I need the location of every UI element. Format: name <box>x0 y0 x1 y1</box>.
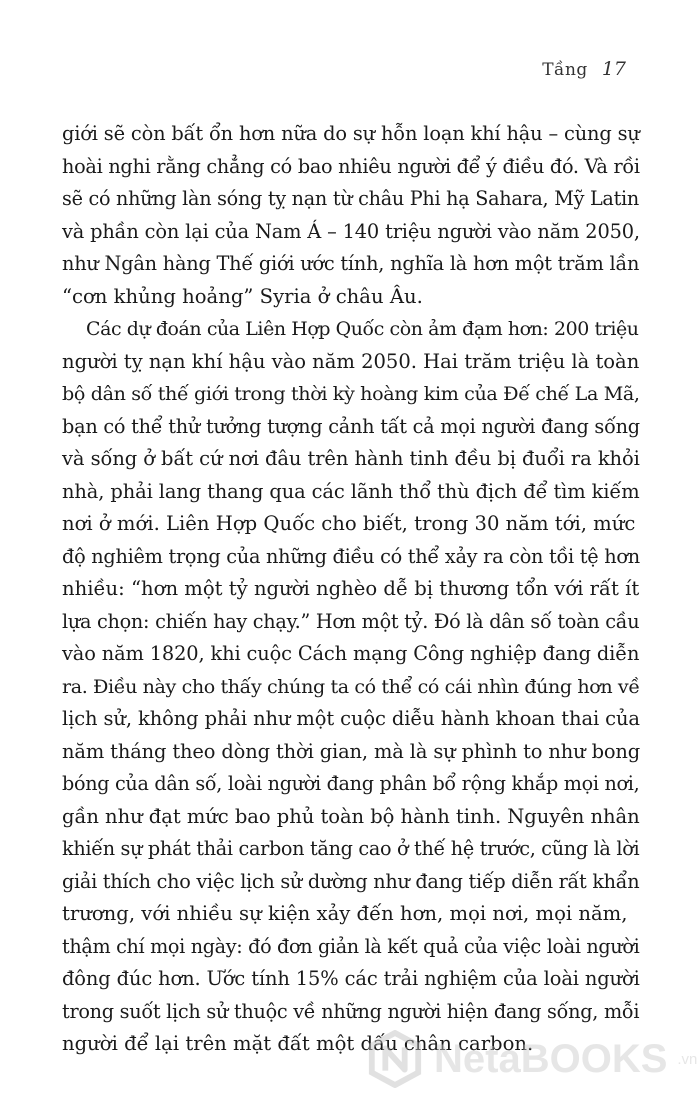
text-line: sẽ có những làn sóng tỵ nạn từ châu Phi hạ Sahara, Mỹ Latin <box>62 187 639 210</box>
text-line: như Ngân hàng Thế giới ước tính, nghĩa là hơn một trăm lần <box>62 252 640 275</box>
text-line: trương, với nhiều sự kiện xảy đến hơn, mọi nơi, mọi năm, <box>62 902 628 925</box>
text-line: và phần còn lại của Nam Á – 140 triệu người vào năm 2050, <box>62 219 640 243</box>
text-line: đông đúc hơn. Ước tính 15% các trải nghiệm của loài người <box>62 967 640 990</box>
text-line: lựa chọn: chiến hay chạy.” Hơn một tỷ. Đó là dân số toàn cầu <box>62 609 640 633</box>
text-line: Các dự đoán của Liên Hợp Quốc còn ảm đạm hơn: 200 triệu <box>86 318 639 340</box>
text-line: thậm chí mọi ngày: đó đơn giản là kết quả của việc loài người <box>62 934 640 958</box>
text-line: độ nghiêm trọng của những điều có thể xảy ra còn tồi tệ hơn <box>62 544 640 568</box>
text-line: bóng của dân số, loài người đang phân bổ rộng khắp mọi nơi, <box>62 772 640 795</box>
running-title: Tầng <box>542 60 588 80</box>
text-line: năm tháng theo dòng thời gian, mà là sự phình to như bong <box>62 739 641 763</box>
text-line: giới sẽ còn bất ổn hơn nữa do sự hỗn loạn khí hậu – cùng sự <box>62 122 640 145</box>
text-line: vào năm 1820, khi cuộc Cách mạng Công nghiệp đang diễn <box>62 642 640 665</box>
text-line: hoài nghi rằng chẳng có bao nhiêu người để ý điều đó. Và rồi <box>62 154 640 178</box>
watermark-suffix: .vn <box>677 1050 698 1068</box>
text-line: khiến sự phát thải carbon tăng cao ở thế hệ trước, cũng là lời <box>62 837 640 860</box>
watermark-brand: NetaBOOKS <box>434 1036 668 1081</box>
text-line: bạn có thể thử tưởng tượng cảnh tất cả mọi người đang sống <box>62 414 640 438</box>
running-header <box>542 58 626 80</box>
page-number: 17 <box>601 58 626 80</box>
text-line: nơi ở mới. Liên Hợp Quốc cho biết, trong 30 năm tới, mức <box>62 512 636 535</box>
text-line: nhà, phải lang thang qua các lãnh thổ thù địch để tìm kiếm <box>62 479 640 503</box>
paragraph-2 <box>62 313 640 1061</box>
text-line: bộ dân số thế giới trong thời kỳ hoàng kim của Đế chế La Mã, <box>62 382 640 405</box>
text-line: người để lại trên mặt đất một dấu chân carbon. <box>62 1032 534 1055</box>
body-text <box>62 118 640 1061</box>
text-line: người tỵ nạn khí hậu vào năm 2050. Hai trăm triệu là toàn <box>62 349 640 373</box>
paragraph-1 <box>62 118 640 313</box>
text-line: trong suốt lịch sử thuộc về những người hiện đang sống, mỗi <box>62 999 640 1023</box>
netabooks-logo-icon <box>366 1030 424 1088</box>
text-line: “cơn khủng hoảng” Syria ở châu Âu. <box>62 284 423 308</box>
text-line: ra. Điều này cho thấy chúng ta có thể có cái nhìn đúng hơn về <box>62 675 640 698</box>
text-line: gần như đạt mức bao phủ toàn bộ hành tinh. Nguyên nhân <box>62 804 640 828</box>
text-line: giải thích cho việc lịch sử dường như đang tiếp diễn rất khẩn <box>62 869 640 893</box>
text-line: và sống ở bất cứ nơi đâu trên hành tinh đều bị đuổi ra khỏi <box>62 447 640 470</box>
text-line: lịch sử, không phải như một cuộc diễu hành khoan thai của <box>62 707 640 730</box>
watermark <box>366 1030 697 1088</box>
text-line: nhiều: “hơn một tỷ người nghèo dễ bị thương tổn với rất ít <box>62 577 640 600</box>
